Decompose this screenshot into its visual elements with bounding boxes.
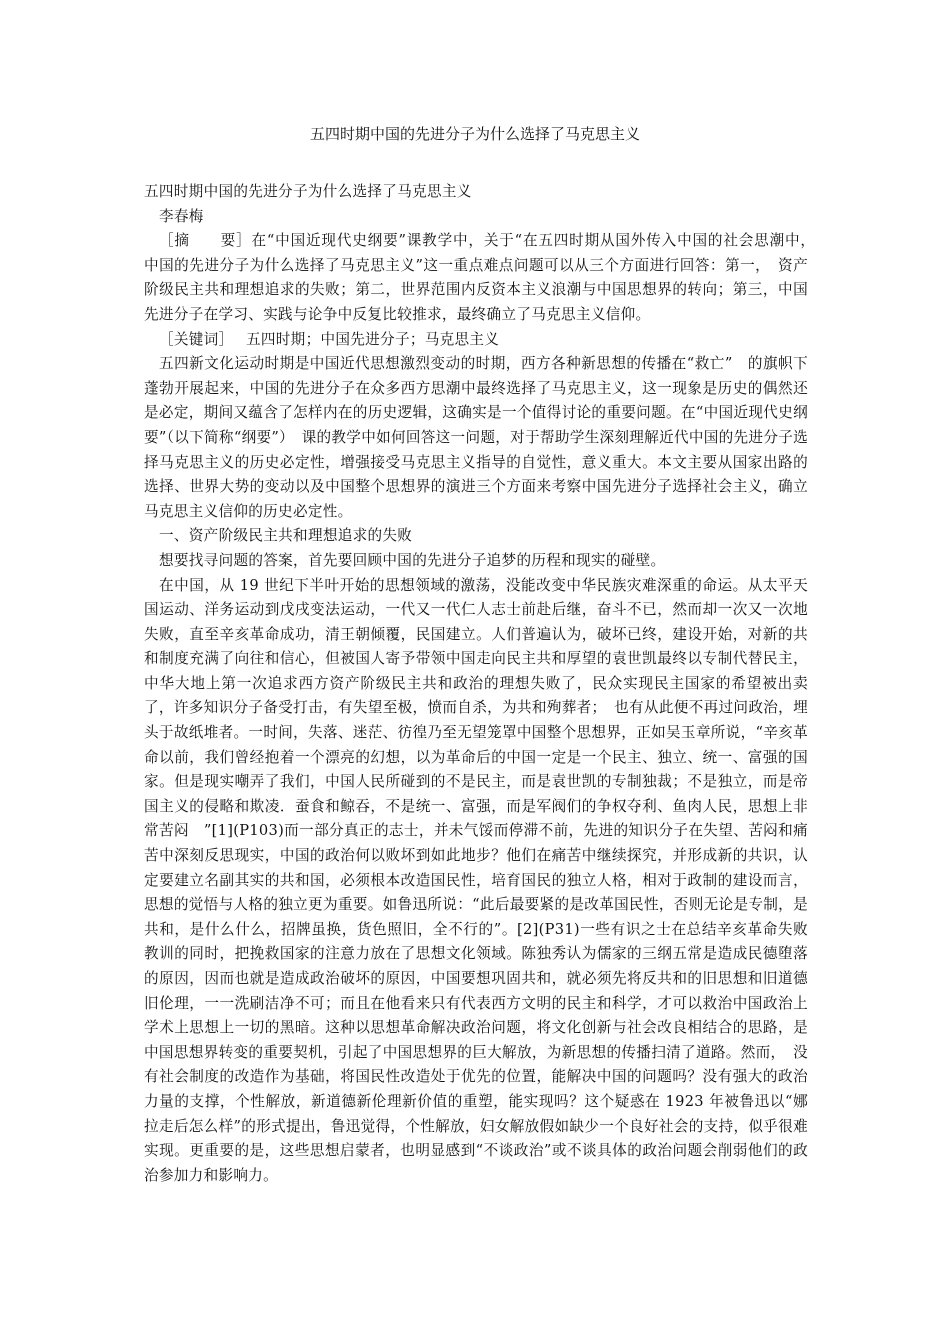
article-title: 五四时期中国的先进分子为什么选择了马克思主义 [144, 183, 472, 200]
author-name: 李春梅 [159, 207, 204, 225]
body-paragraph-intro: 五四新文化运动时期是中国近代思想激烈变动的时期，西方各种新思想的传播在“救亡” 的旗帜下蓬勃开展起来，中国的先进分子在众多西方思潮中最终选择了马克思主义，这一现象是历史的偶然还是必定，期间又蕴含了怎样内在的历史逻辑，这确实是一个值得讨论的重要问题。在“中国近现代史纲要”（以下简称“纲要”） 课的教学中如何回答这一问题，对于帮助学生深刻理解近代中国的先进分子选择马克思主义的历史必定性，增强接受马克思主义指导的自觉性，意义重大。本文主要从国家出路的选择、世界大势的变动以及中国整个思想界的演进三个方面来考察中国先进分子选择社会主义，确立马克思主义信仰的历史必定性。 [144, 355, 809, 520]
keywords-line: ［关键词］ 五四时期；中国先进分子；马克思主义 [159, 330, 500, 348]
section-heading-1: 一、资产阶级民主共和理想追求的失败 [159, 527, 413, 545]
page-title: 五四时期中国的先进分子为什么选择了马克思主义 [309, 125, 640, 143]
body-paragraph: 想要找寻问题的答案，首先要回顾中国的先进分子追梦的历程和现实的碰壁。 [159, 551, 666, 569]
article-body [144, 180, 823, 1188]
abstract-paragraph: ［摘 要］在“中国近现代史纲要”课教学中，关于“在五四时期从国外传入中国的社会思潮中， 中国的先进分子为什么选择了马克思主义”这一重点难点问题可以从三个方面进行回答：第一， 资产阶级民主共和理想追求的失败；第二，世界范围内反资本主义浪潮与中国思想界的转向；第三，中国先进分子在学习、实践与论争中反复比较推求，最终确立了马克思主义信仰。 [144, 232, 823, 323]
body-paragraph: 在中国，从 19 世纪下半叶开始的思想领域的激荡，没能改变中华民族灾难深重的命运。从太平天国运动、洋务运动到戊戌变法运动，一代又一代仁人志士前赴后继，奋斗不已，然而却一次又一次地失败，直至辛亥革命成功，清王朝倾覆，民国建立。人们普遍认为，破坏已终，建设开始，对新的共和制度充满了向往和信心，但被国人寄予带领中国走向民主共和厚望的袁世凯最终以专制代替民主，中华大地上第一次追求西方资产阶级民主共和政治的理想失败了，民众实现民主国家的希望被出卖了，许多知识分子备受打击，有失望至极，愤而自杀，为共和殉葬者； 也有从此便不再过问政治，埋头于故纸堆者。一时间，失落、迷茫、彷徨乃至无望笼罩中国整个思想界，正如吴玉章所说，“辛亥革命以前，我们曾经抱着一个漂亮的幻想，以为革命后的中国一定是一个民主、独立、统一、富强的国家。但是现实嘲弄了我们，中国人民所碰到的不是民主，而是袁世凯的专制独裁；不是独立，而是帝国主义的侵略和欺凌．蚕食和鲸吞，不是统一、富强，而是军阀们的争权夺利、鱼肉人民，思想上非常苦闷 ”[1](P103)而一部分真正的志士，并未气馁而停滞不前，先进的知识分子在失望、苦闷和痛苦中深刻反思现实，中国的政治何以败坏到如此地步？他们在痛苦中继续探究，并形成新的共识，认定要建立名副其实的共和国，必须根本改造国民性，培育国民的独立人格，相对于政制的建设而言，思想的觉悟与人格的独立更为重要。如鲁迅所说：“此后最要紧的是改革国民性，否则无论是专制，是共和，是什么什么，招牌虽换，货色照旧，全不行的”。[2](P31)一些有识之士在总结辛亥革命失败教训的同时，把挽救国家的注意力放在了思想文化领域。陈独秀认为儒家的三纲五常是造成民德堕落的原因，因而也就是造成政治破坏的原因，中国要想巩固共和，就必须先将反共和的旧思想和旧道德旧伦理，一一洗刷洁净不可；而且在他看来只有代表西方文明的民主和科学，才可以救治中国政治上学术上思想上一切的黑暗。这种以思想革命解决政治问题，将文化创新与社会改良相结合的思路，是中国思想界转变的重要契机，引起了中国思想界的巨大解放，为新思想的传播扫清了道路。然而， 没有社会制度的改造作为基础，将国民性改造处于优先的位置，能解决中国的问题吗？没有强大的政治力量的支撑，个性解放，新道德新伦理新价值的重塑，能实现吗？这个疑惑在 1923 年被鲁迅以“娜拉走后怎么样”的形式提出，鲁迅觉得，个性解放，妇女解放假如缺少一个良好社会的支持，似乎很难实现。更重要的是，这些思想启蒙者，也明显感到“不谈政治”或不谈具体的政治问题会削弱他们的政治参加力和影响力。 [144, 576, 808, 1184]
